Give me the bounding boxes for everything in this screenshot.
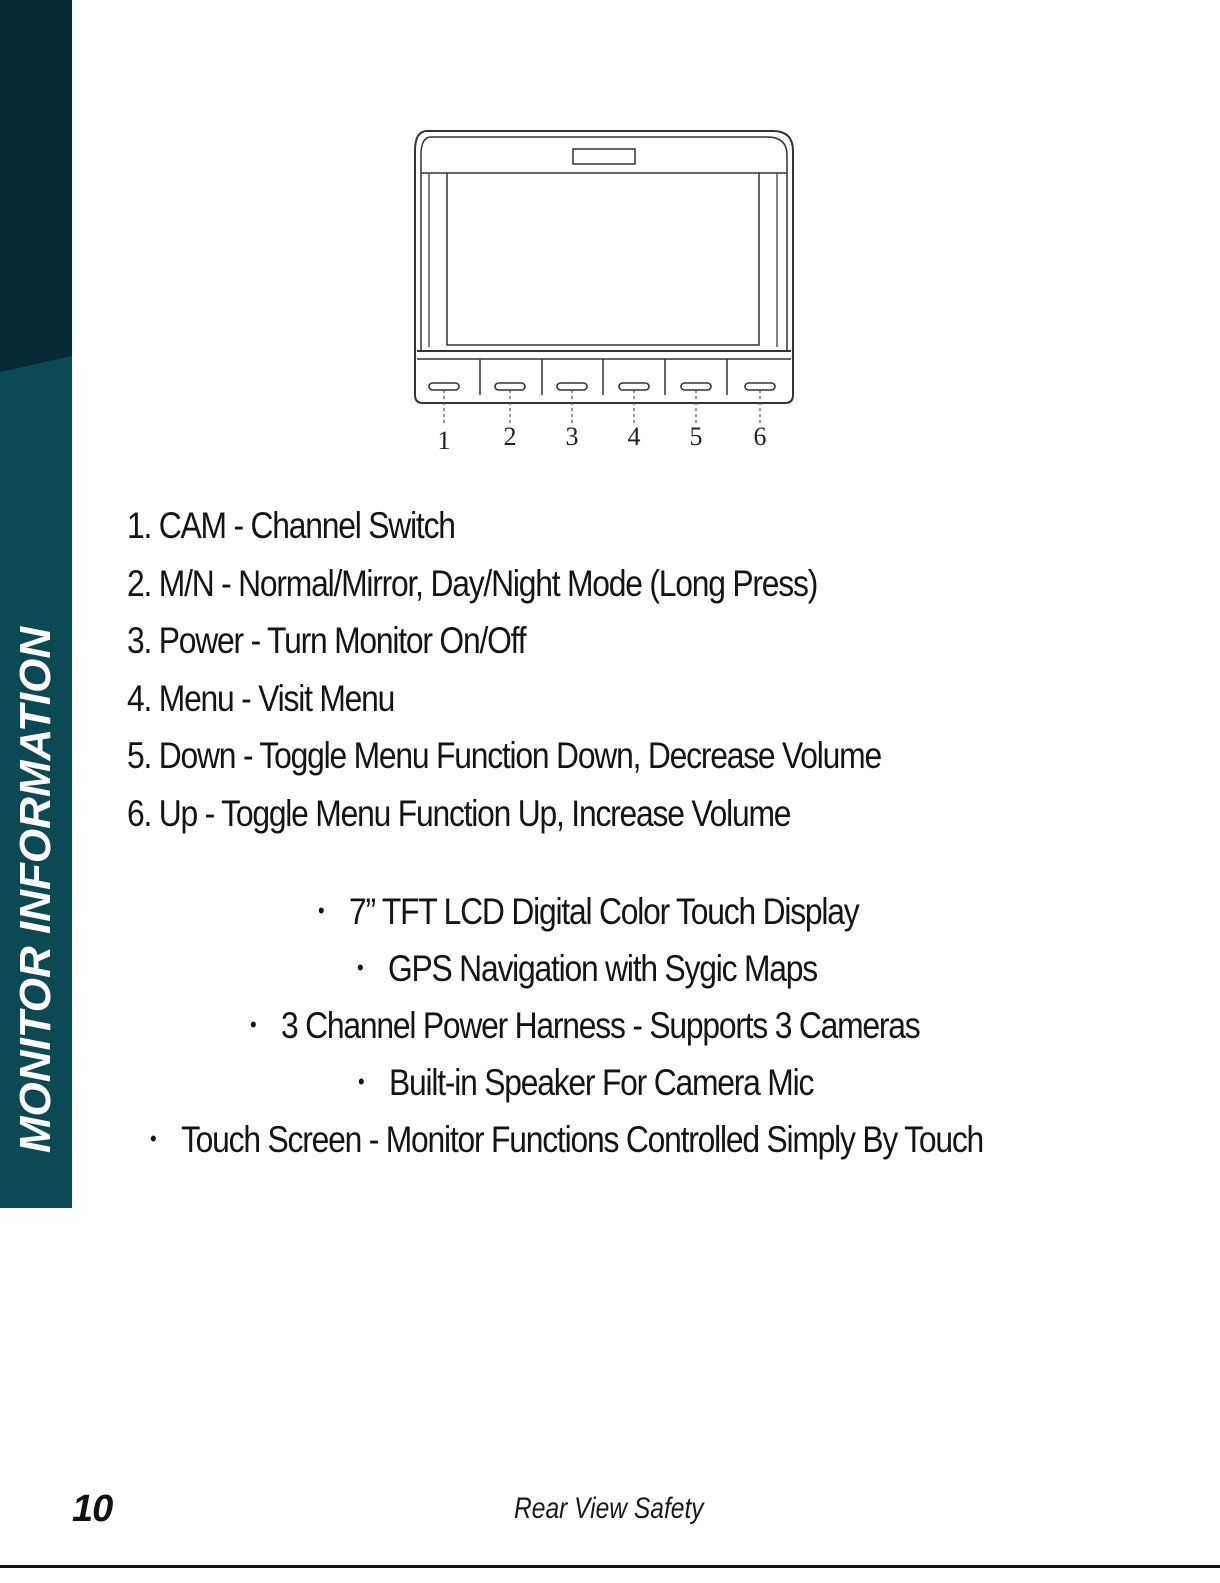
feature-item	[0, 940, 1212, 997]
feature-text: Touch Screen - Monitor Functions Controlled Simply By Touch	[180, 1119, 984, 1160]
monitor-button-1	[429, 383, 459, 390]
monitor-button-2	[495, 383, 525, 390]
list-item: 6. Up - Toggle Menu Function Up, Increase Volume	[127, 792, 791, 834]
feature-text: Built-in Speaker For Camera Mic	[388, 1062, 814, 1103]
footer-brand: Rear View Safety	[514, 1492, 704, 1525]
monitor-button-6	[745, 383, 775, 390]
button-description-list	[127, 497, 1004, 842]
bullet-icon: •	[357, 954, 363, 980]
footer-divider	[0, 1565, 1220, 1568]
diagram-number: 2	[503, 422, 517, 451]
diagram-number: 4	[627, 422, 641, 451]
list-item: 1. CAM - Channel Switch	[127, 505, 455, 546]
feature-item	[0, 883, 1212, 940]
feature-item	[0, 1054, 1212, 1111]
monitor-button-5	[681, 383, 711, 390]
feature-item	[0, 1111, 1212, 1168]
bullet-icon: •	[250, 1011, 256, 1037]
section-title: MONITOR INFORMATION	[11, 626, 60, 1154]
page-number: 10	[72, 1488, 113, 1530]
sensor-slot	[573, 149, 635, 164]
bullet-icon: •	[318, 897, 324, 923]
feature-text: GPS Navigation with Sygic Maps	[387, 948, 817, 989]
diagram-number: 1	[437, 426, 451, 455]
diagram-number: 6	[753, 422, 767, 451]
monitor-button-4	[619, 383, 649, 390]
diagram-number: 5	[689, 422, 703, 451]
feature-text: 3 Channel Power Harness - Supports 3 Cameras	[280, 1005, 920, 1046]
list-item: 5. Down - Toggle Menu Function Down, Decrease Volume	[127, 735, 881, 776]
bullet-icon: •	[150, 1125, 156, 1151]
list-item: 3. Power - Turn Monitor On/Off	[127, 620, 526, 661]
diagram-number: 3	[565, 422, 579, 451]
bullet-icon: •	[358, 1068, 364, 1094]
monitor-screen	[447, 173, 759, 345]
feature-list	[0, 883, 1212, 1168]
feature-item	[0, 997, 1212, 1054]
feature-text: 7” TFT LCD Digital Color Touch Display	[348, 891, 859, 932]
monitor-outline	[415, 131, 793, 403]
list-item: 2. M/N - Normal/Mirror, Day/Night Mode (Long Press)	[127, 562, 818, 604]
monitor-button-3	[557, 383, 587, 390]
monitor-diagram	[405, 125, 805, 465]
list-item: 4. Menu - Visit Menu	[127, 677, 395, 719]
